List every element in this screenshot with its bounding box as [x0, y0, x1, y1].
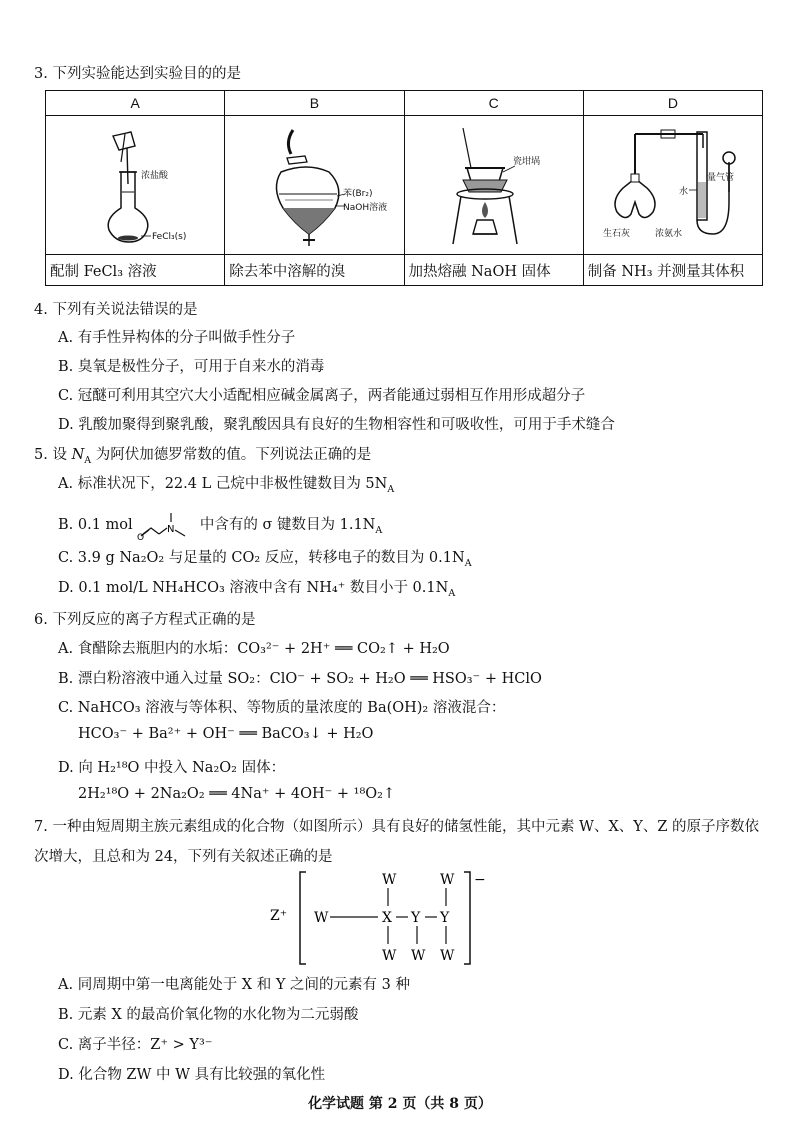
header-d: D	[583, 91, 762, 116]
ammonia-gas-measurement-illustration	[593, 122, 753, 248]
volumetric-flask-illustration	[75, 122, 195, 248]
apparatus-a-cell	[46, 116, 225, 255]
structure-cation: Z⁺	[270, 908, 288, 924]
label-benzene-br2: 苯(Br₂)	[343, 189, 373, 199]
q5-option-a-text: A. 标准状况下，22.4 L 己烷中非极性键数目为 5N	[58, 476, 388, 492]
svg-text:N: N	[167, 524, 175, 535]
q7-stem: 7. 一种由短周期主族元素组成的化合物（如图所示）具有良好的储氢性能，其中元素 W、X、Y、Z 的原子序数依次增大，且总和为 24，下列有关叙述正确的是	[34, 819, 760, 865]
caption-b: 除去苯中溶解的溴	[225, 255, 404, 286]
label-gas-burette: 量气管	[706, 173, 734, 183]
header-b: B	[225, 91, 404, 116]
page-footer: 化学试题 第 2 页（共 8 页）	[308, 1096, 492, 1112]
q5-option-a-sub: A	[387, 483, 395, 495]
q4-stem: 4. 下列有关说法错误的是	[34, 302, 198, 318]
q5-symbol-n: N	[71, 447, 85, 463]
q5-stem	[34, 443, 371, 466]
q7-structure-diagram	[270, 868, 510, 968]
atom-w-bottom-3: W	[440, 948, 455, 964]
q5-option-b-post: 中含有的 σ 键数目为 1.1N	[199, 517, 376, 533]
q6-option-b: B. 漂白粉溶液中通入过量 SO₂：ClO⁻ + SO₂ + H₂O ══ HSO₃⁻ + HClO	[58, 671, 542, 687]
q5-option-a	[58, 472, 394, 495]
q5-stem-post: 为阿伏加德罗常数的值。下列说法正确的是	[91, 447, 372, 463]
q7-option-c: C. 离子半径：Z⁺ > Y³⁻	[58, 1037, 213, 1053]
label-conc-ammonia: 浓氨水	[654, 229, 682, 239]
q5-option-c	[58, 546, 472, 569]
q6-option-d-equation: 2H₂¹⁸O + 2Na₂O₂ ══ 4Na⁺ + 4OH⁻ + ¹⁸O₂↑	[78, 786, 396, 802]
atom-w-top-2: W	[440, 872, 455, 888]
atom-w-bottom-2: W	[411, 948, 426, 964]
apparatus-b-cell	[225, 116, 404, 255]
q6-option-d: D. 向 H₂¹⁸O 中投入 Na₂O₂ 固体：	[58, 760, 286, 776]
dmf-structure-icon	[137, 510, 195, 543]
q6-option-c: C. NaHCO₃ 溶液与等体积、等物质的量浓度的 Ba(OH)₂ 溶液混合：	[58, 700, 506, 716]
q6-option-c-equation: HCO₃⁻ + Ba²⁺ + OH⁻ ══ BaCO₃↓ + H₂O	[78, 726, 374, 742]
atom-y-1: Y	[411, 910, 421, 926]
caption-d: 制备 NH₃ 并测量其体积	[583, 255, 762, 286]
q5-stem-pre: 5. 设	[34, 447, 72, 463]
structure-charge: −	[474, 872, 486, 888]
q5-option-b	[58, 510, 383, 543]
header-c: C	[404, 91, 583, 116]
caption-a: 配制 FeCl₃ 溶液	[46, 255, 225, 286]
atom-y-2: Y	[440, 910, 450, 926]
label-naoh-solution: NaOH溶液	[343, 203, 388, 213]
apparatus-d-cell	[583, 116, 762, 255]
q3-experiment-table	[45, 90, 763, 286]
header-a: A	[46, 91, 225, 116]
q6-stem: 6. 下列反应的离子方程式正确的是	[34, 612, 256, 628]
svg-text:O: O	[137, 533, 145, 543]
caption-c: 加热熔融 NaOH 固体	[404, 255, 583, 286]
q7-option-a: A. 同周期中第一电离能处于 X 和 Y 之间的元素有 3 种	[58, 977, 410, 993]
apparatus-c-cell	[404, 116, 583, 255]
separatory-funnel-illustration	[249, 122, 388, 248]
q5-option-b-pre: B. 0.1 mol	[58, 517, 133, 533]
q4-option-d: D. 乳酸加聚得到聚乳酸，聚乳酸因具有良好的生物相容性和可吸收性，可用于手术缝合	[58, 417, 615, 433]
atom-w-top-1: W	[382, 872, 397, 888]
label-fecl3: FeCl₃(s)	[152, 232, 187, 242]
label-porcelain-crucible: 瓷坩埚	[512, 157, 540, 167]
q7-option-b: B. 元素 X 的最高价氧化物的水化物为二元弱酸	[58, 1007, 359, 1023]
q7-option-d: D. 化合物 ZW 中 W 具有比较强的氧化性	[58, 1067, 326, 1083]
atom-w-bottom-1: W	[382, 948, 397, 964]
label-water: 水	[678, 187, 688, 197]
q5-option-c-sub: A	[464, 557, 472, 569]
q3-stem: 3. 下列实验能达到实验目的的是	[34, 66, 241, 82]
q4-option-b: B. 臭氧是极性分子，可用于自来水的消毒	[58, 359, 325, 375]
q5-option-b-sub: A	[375, 524, 383, 536]
q5-option-d-text: D. 0.1 mol/L NH₄HCO₃ 溶液中含有 NH₄⁺ 数目小于 0.1N	[58, 580, 449, 596]
atom-w-left: W	[314, 910, 329, 926]
label-quicklime: 生石灰	[602, 229, 630, 239]
q4-option-c: C. 冠醚可利用其空穴大小适配相应碱金属离子，两者能通过弱相互作用形成超分子	[58, 388, 586, 404]
q6-option-a: A. 食醋除去瓶胆内的水垢：CO₃²⁻ + 2H⁺ ══ CO₂↑ + H₂O	[58, 641, 450, 657]
q5-option-d	[58, 576, 455, 599]
atom-x: X	[382, 910, 392, 926]
q4-option-a: A. 有手性异构体的分子叫做手性分子	[58, 330, 296, 346]
label-conc-hcl: 浓盐酸	[141, 171, 169, 181]
q5-option-c-text: C. 3.9 g Na₂O₂ 与足量的 CO₂ 反应，转移电子的数目为 0.1N	[58, 550, 465, 566]
q5-option-d-sub: A	[448, 587, 456, 599]
crucible-heating-illustration	[429, 122, 559, 248]
q5-symbol-sub: A	[84, 454, 92, 466]
